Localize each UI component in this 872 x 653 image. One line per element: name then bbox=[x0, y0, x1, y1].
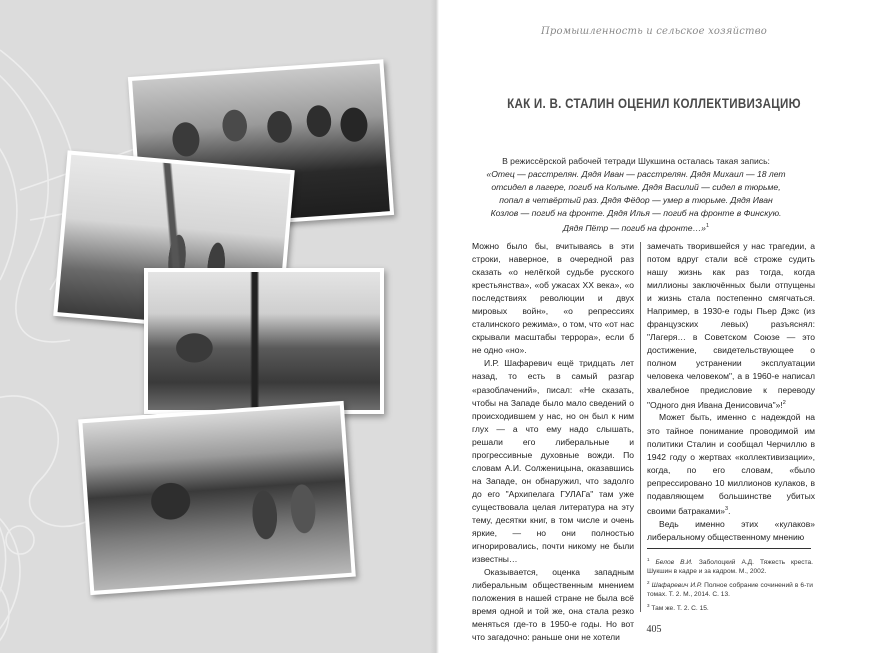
photo-gathering-with-portrait bbox=[144, 268, 384, 414]
chapter-title: КАК И. В. СТАЛИН ОЦЕНИЛ КОЛЛЕКТИВИЗАЦИЮ bbox=[507, 96, 801, 111]
photo-image bbox=[148, 272, 380, 410]
footnote: $^1$ Белов В.И. Заболоцкий А.Д. Тяжесть креста. Шукшин в кадре и за кадром. М., 2002. bbox=[647, 557, 813, 576]
gutter-shadow bbox=[436, 0, 439, 653]
epigraph-quote: «Отец — расстрелян. Дядя Иван — расстрелян. Дядя Михаил — 18 лет отсидел в лагере, погиб на Колыме. Дядя Василий — сидел в тюрьме, попал в четвёртый раз. Дядя Фёдор — умер в тюрьме. Дядя Иван Козлов — погиб на фронте. Дядя Илья — погиб на фронте в Финскую. Дядя Пётр — погиб на фронте…»$^1$ bbox=[486, 169, 786, 233]
footnote-ref: 1 bbox=[705, 223, 710, 229]
paragraph: замечать творившейся у нас трагедии, а потом вдруг стали всё строже судить нашу жизнь как раз тогда, когда миллионы заключённых были отпущены и жизнь стала постепенно смягчаться. Например, в 1930-е годы Пьер Дэкс (из французских левых) разъяснял: "Лагеря… в Советском Союзе — это достижение, свидетельствующее о полном устранении эксплуатации человека человеком", а в 1960-е написал хвалебное предисловие к переводу "Одного дня Ивана Денисовича"»!$^2$ bbox=[647, 241, 815, 410]
page-number: 405 bbox=[646, 624, 662, 635]
epigraph bbox=[486, 155, 786, 235]
footnote-ref: 3 bbox=[725, 505, 729, 512]
column-divider bbox=[640, 242, 641, 612]
paragraph: Можно было бы, вчитываясь в эти строки, наверное, в очередной раз сказать «о нелёгкой судьбе русского крестьянства», «об ужасах ХХ века», «о последствиях революции и двух мировых войн», «о репрессиях сталинского режима», о том, что «от нас скрывали масштабы террора», если б не одно «но». bbox=[472, 241, 634, 356]
text-column-right bbox=[647, 240, 815, 544]
footnote-divider bbox=[647, 548, 811, 549]
photo-image bbox=[82, 405, 351, 591]
paragraph: Ведь именно этих «кулаков» либеральному общественному мнению bbox=[647, 518, 815, 542]
photo-tractors-on-road bbox=[78, 401, 356, 595]
paragraph: И.Р. Шафаревич ещё тридцать лет назад, то есть в самый разгар «разоблачений», писал: «Не сказать, чтобы на Западе было мало сведений о происходившем у нас, но он был к ним глух — а что ему надо слышать, решали его либеральные и прогрессивные духовные вожди. По словам А.И. Солженицына, оказавшись на Западе, он обнаружил, что задолго до его "Архипелага ГУЛАГа" там уже существовала целая литература на эту тему, десятки книг, в том числе и очень яркие, — но они полностью игнорировались, почти никому не были известны… bbox=[472, 358, 634, 565]
footnote-ref: 2 bbox=[782, 399, 786, 406]
footnote: $^2$ Шафаревич И.Р. Полное собрание сочинений в 6-ти томах. Т. 2. М., 2014. С. 13. bbox=[647, 580, 813, 599]
footnotes bbox=[647, 555, 813, 616]
running-head: Промышленность и сельское хозяйство bbox=[541, 26, 767, 37]
paragraph: Может быть, именно с надеждой на это тайное понимание проводимой им политики Сталин и сообщал Черчиллю в 1942 году о жертвах «коллективизации», когда, по его словам, «было репрессировано 10 миллионов кулаков, в подавляющем большинстве убитых своими батраками»$^3$. bbox=[647, 412, 815, 516]
text-column-left bbox=[472, 240, 634, 644]
right-page bbox=[436, 0, 872, 653]
paragraph: Оказывается, оценка западным либеральным общественным мнением положения в нашей стране не была всё время одной и той же, она стала резко меняться где-то в 1950-е годы. Но вот что загадочно: раньше они не хотели bbox=[472, 567, 634, 643]
footnote: $^3$ Там же. Т. 2. С. 15. bbox=[647, 603, 709, 613]
epigraph-intro: В режиссёрской рабочей тетради Шукшина осталась такая запись: bbox=[502, 156, 770, 166]
